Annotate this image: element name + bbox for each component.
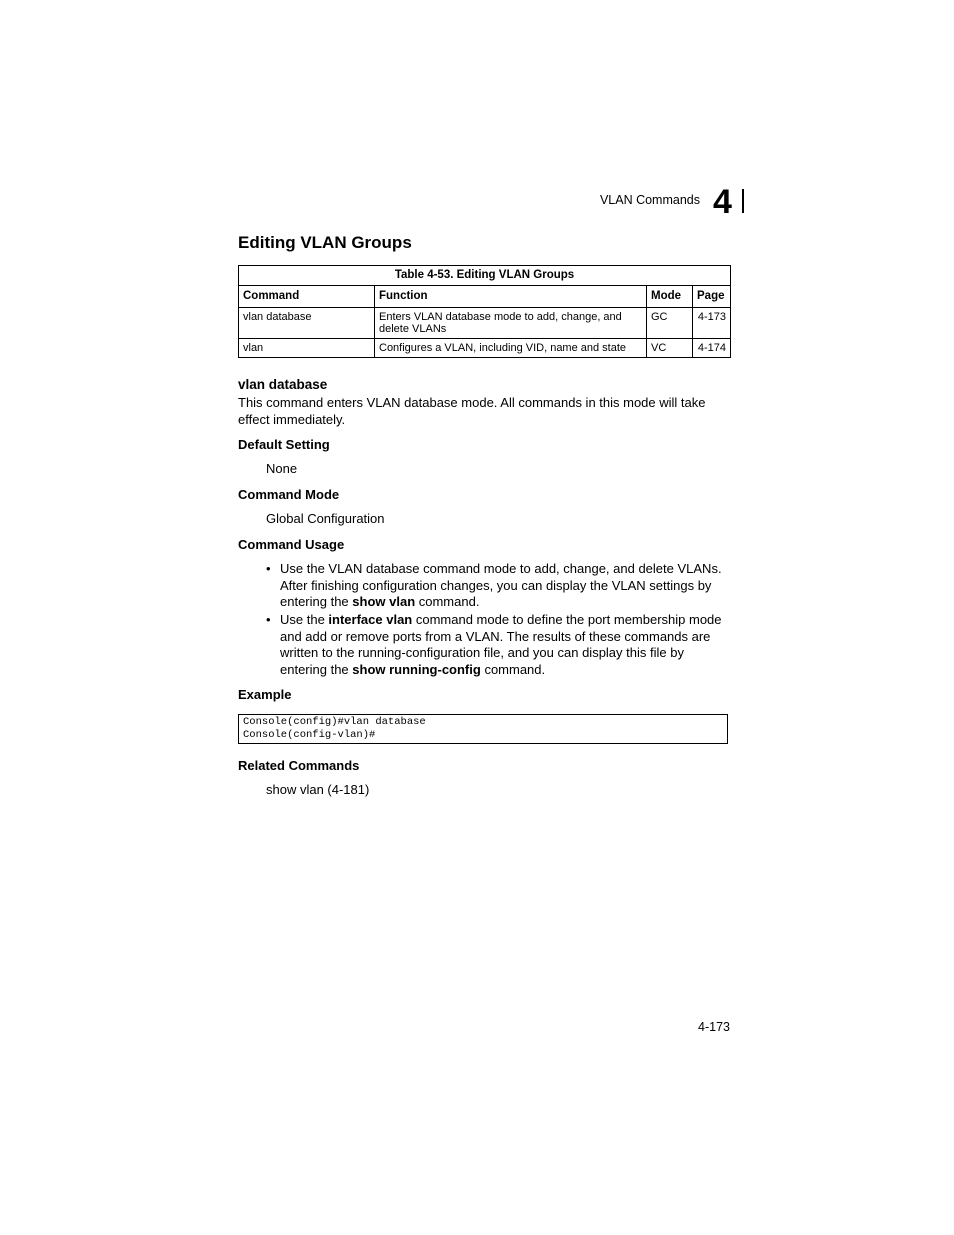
section-title: Editing VLAN Groups [238,233,412,252]
column-header-function: Function [375,286,647,308]
cell-page: 4-173 [693,308,731,339]
cell-mode: VC [647,339,693,358]
command-usage-list [266,561,733,680]
command-description: This command enters VLAN database mode. All commands in this mode will take effect immediately. [238,395,706,427]
cell-command: vlan [239,339,375,358]
command-mode-value: Global Configuration [266,511,385,526]
table-row [239,339,731,358]
cell-function: Configures a VLAN, including VID, name and state [375,339,647,358]
interface-vlan-command: interface vlan [328,612,413,627]
list-item: • Use the interface vlan command mode to define the port membership mode and add or remove ports from a VLAN. The results of these commands are written to the running-configuration file, and you can display this file by entering the show running-config command. [266,612,733,678]
related-commands-heading: Related Commands [238,758,360,773]
code-line: Console(config-vlan)# [243,729,376,741]
column-header-command: Command [239,286,375,308]
default-setting-heading: Default Setting [238,437,330,452]
show-running-config-command: show running-config [352,661,481,677]
command-usage-heading: Command Usage [238,537,345,552]
cell-command: vlan database [239,308,375,339]
show-vlan-command: show vlan [352,594,416,609]
chapter-number: 4 [713,183,732,221]
cell-page: 4-174 [693,339,731,358]
code-example [238,714,728,744]
example-heading: Example [238,687,292,702]
table-row [239,308,731,339]
command-mode-heading: Command Mode [238,487,340,502]
table-header-row [239,286,731,308]
related-commands-value: show vlan (4-181) [266,782,370,797]
code-line: Console(config)#vlan database [243,716,426,728]
command-table [238,265,731,358]
page-number: 4-173 [698,1020,730,1034]
list-item: • Use the VLAN database command mode to add, change, and delete VLANs. After finishing configuration changes, you can display the VLAN settings by entering the show vlan command. [266,561,733,611]
cell-function: Enters VLAN database mode to add, change, and delete VLANs [375,308,647,339]
column-header-mode: Mode [647,286,693,308]
table-caption: Table 4-53. Editing VLAN Groups [239,266,731,286]
cell-mode: GC [647,308,693,339]
chapter-divider [742,189,744,213]
command-name-heading: vlan database [238,377,328,392]
default-setting-value: None [266,461,298,476]
running-header: VLAN Commands [599,193,700,207]
column-header-page: Page [693,286,731,308]
